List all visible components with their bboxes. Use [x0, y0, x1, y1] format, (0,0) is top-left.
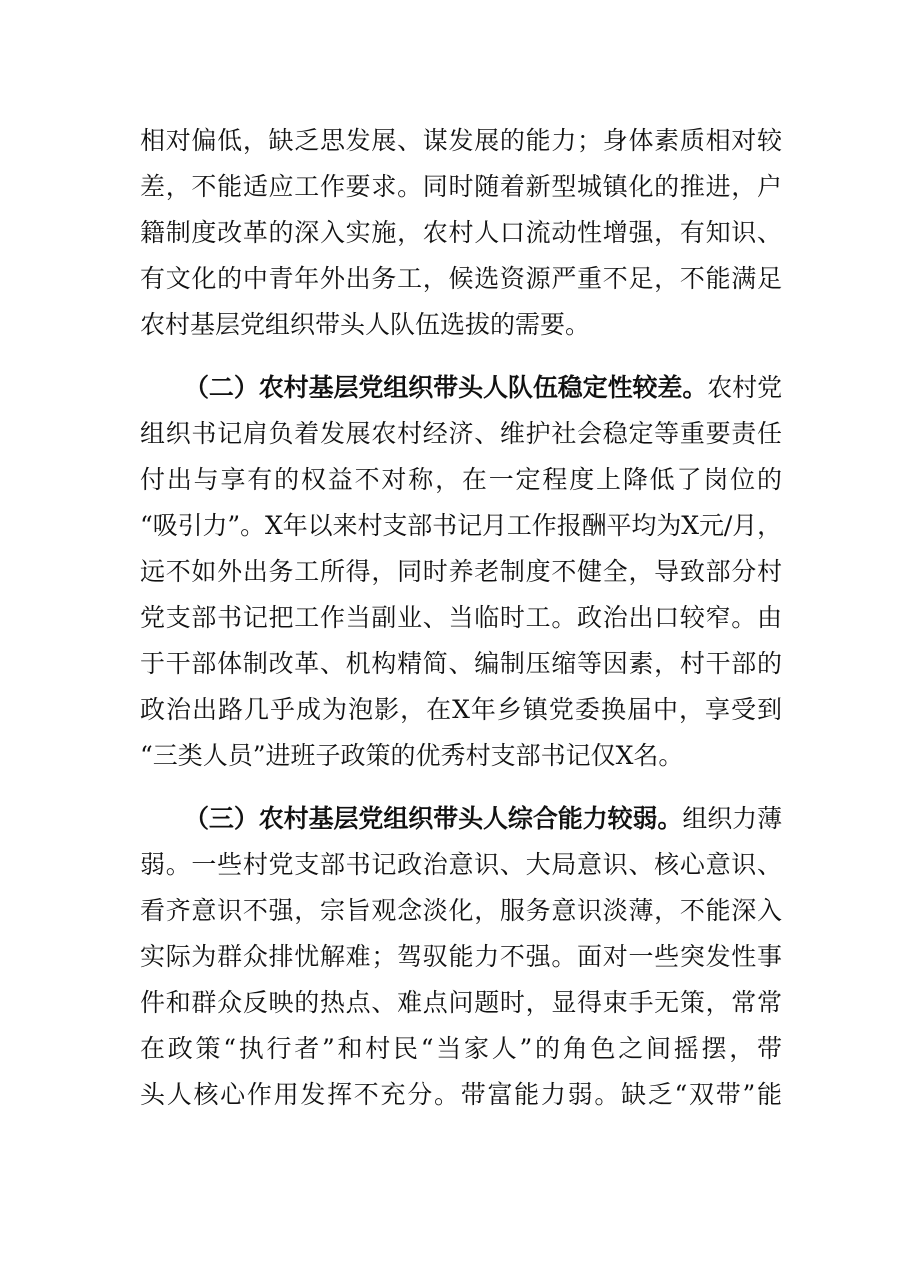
heading-trailing-text: 组织力薄	[682, 804, 783, 833]
text-line: 相对偏低，缺乏思发展、谋发展的能力；身体素质相对较	[140, 126, 782, 155]
text-line: 远不如外出务工所得，同时养老制度不健全，导致部分村	[140, 557, 782, 586]
paragraph-2	[140, 365, 782, 779]
paragraph-1	[140, 118, 782, 348]
text-line: 件和群众反映的热点、难点问题时，显得束手无策，常常	[140, 988, 782, 1017]
text-line: 农村基层党组织带头人队伍选拔的需要。	[140, 310, 591, 339]
text-line: “吸引力”。X年以来村支部书记月工作报酬平均为X元/月，	[140, 511, 782, 540]
text-line: 弱。一些村党支部书记政治意识、大局意识、核心意识、	[140, 850, 782, 879]
text-line	[140, 796, 782, 842]
text-line: 付出与享有的权益不对称，在一定程度上降低了岗位的	[140, 465, 782, 494]
section-heading: （三）农村基层党组织带头人综合能力较弱。	[184, 804, 683, 833]
text-line: 在政策“执行者”和村民“当家人”的角色之间摇摆，带	[140, 1034, 782, 1063]
heading-trailing-text: 农村党	[707, 373, 782, 402]
text-line: 差，不能适应工作要求。同时随着新型城镇化的推进，户	[140, 172, 782, 201]
text-line: 党支部书记把工作当副业、当临时工。政治出口较窄。由	[140, 603, 782, 632]
document-body	[140, 118, 782, 1118]
text-line: 于干部体制改革、机构精简、编制压缩等因素，村干部的	[140, 649, 782, 678]
text-line: 看齐意识不强，宗旨观念淡化，服务意识淡薄，不能深入	[140, 896, 782, 925]
text-line: 组织书记肩负着发展农村经济、维护社会稳定等重要责任	[140, 419, 782, 448]
text-line: “三类人员”进班子政策的优秀村支部书记仅X名。	[140, 741, 684, 770]
text-line: 实际为群众排忧解难；驾驭能力不强。面对一些突发性事	[140, 942, 782, 971]
text-line: 籍制度改革的深入实施，农村人口流动性增强，有知识、	[140, 218, 782, 247]
text-line	[140, 365, 782, 411]
paragraph-3	[140, 796, 782, 1118]
text-line: 有文化的中青年外出务工，候选资源严重不足，不能满足	[140, 264, 782, 293]
section-heading: （二）农村基层党组织带头人队伍稳定性较差。	[184, 373, 708, 402]
text-line: 头人核心作用发挥不充分。带富能力弱。缺乏“双带”能	[140, 1080, 782, 1109]
text-line: 政治出路几乎成为泡影，在X年乡镇党委换届中，享受到	[140, 695, 782, 724]
